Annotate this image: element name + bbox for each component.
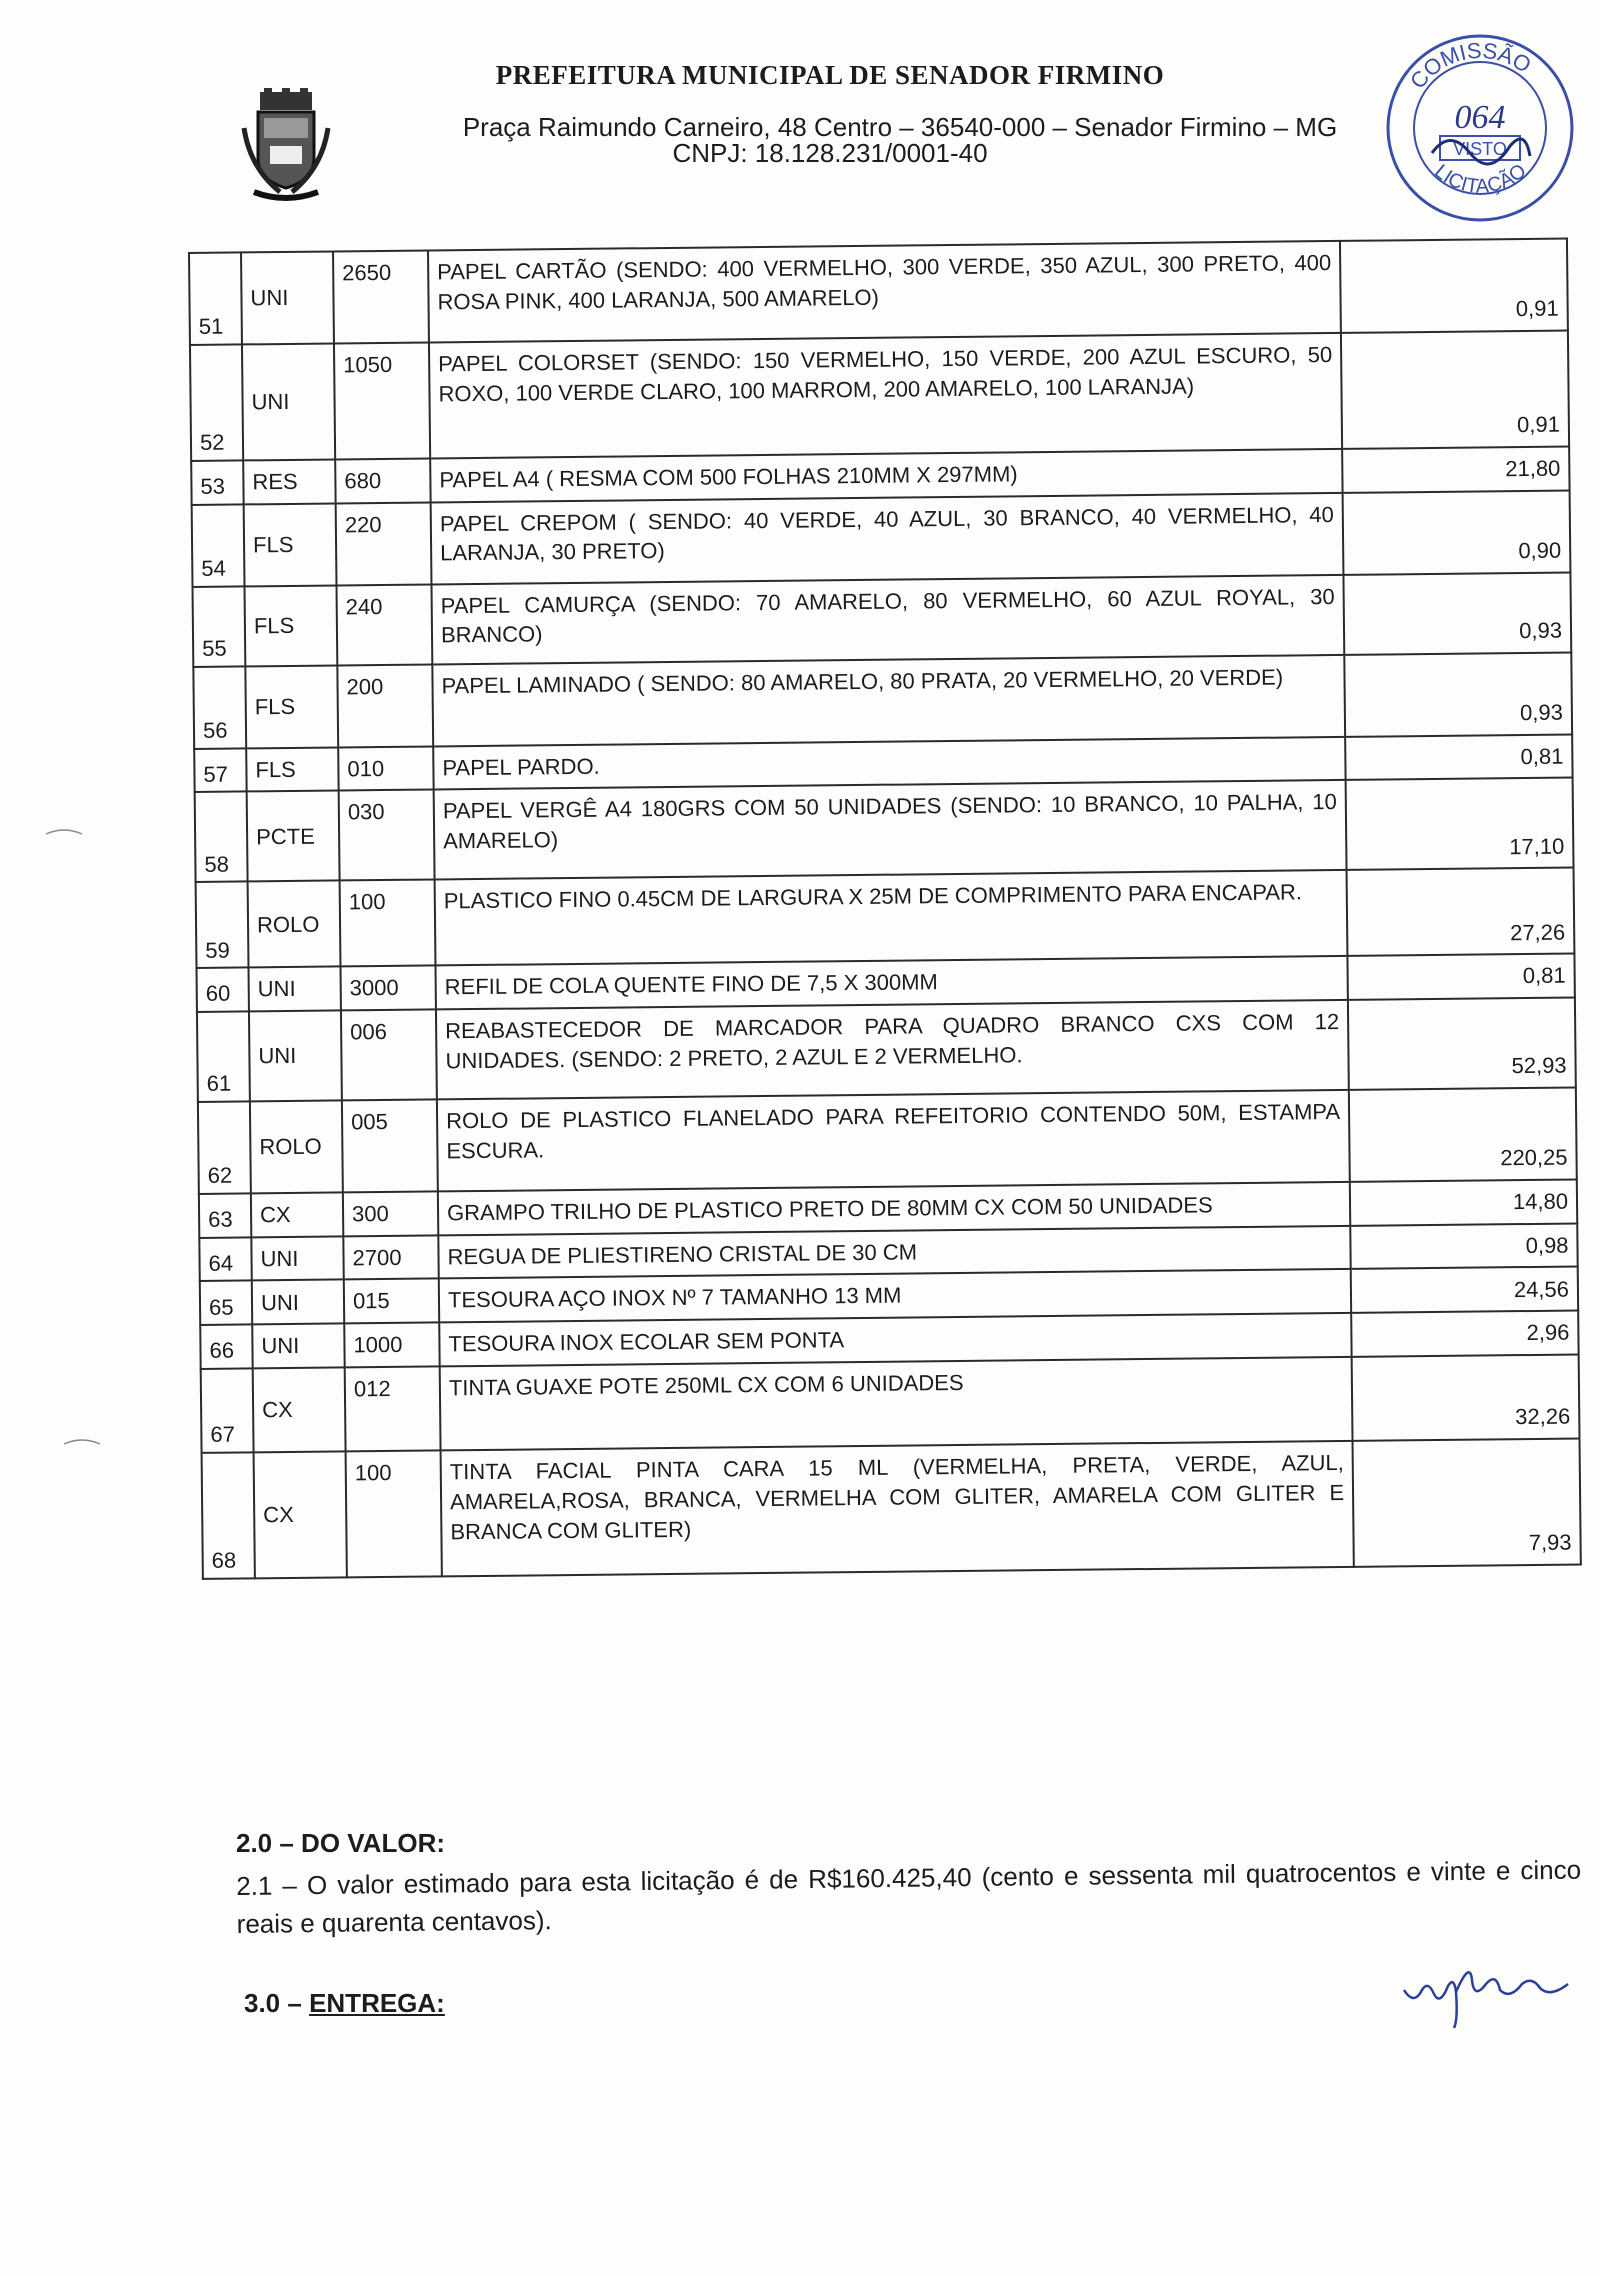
- cell-unit: RES: [243, 459, 335, 504]
- cell-quantity: 2700: [343, 1235, 438, 1280]
- cell-unit: CX: [254, 1452, 347, 1579]
- cell-unit: UNI: [251, 1236, 343, 1281]
- cell-item-number: 59: [196, 882, 249, 969]
- cell-item-number: 58: [195, 792, 248, 883]
- cell-quantity: 300: [343, 1191, 438, 1236]
- coat-of-arms-icon: [240, 88, 332, 203]
- cell-unit: UNI: [248, 967, 340, 1012]
- cell-item-number: 54: [192, 504, 245, 587]
- cell-item-number: 67: [201, 1369, 254, 1454]
- cell-quantity: 010: [338, 746, 433, 791]
- cell-quantity: 100: [340, 880, 436, 967]
- cell-unit-price: 52,93: [1348, 998, 1576, 1090]
- cell-unit: FLS: [246, 747, 338, 792]
- cell-quantity: 2650: [333, 250, 429, 343]
- cell-item-number: 62: [198, 1101, 251, 1194]
- cell-quantity: 1050: [334, 342, 430, 459]
- cell-description: PAPEL PARDO.: [433, 737, 1345, 790]
- cell-item-number: 64: [199, 1237, 251, 1281]
- cell-quantity: 220: [336, 502, 432, 585]
- cell-quantity: 030: [339, 790, 435, 881]
- table-row: [201, 1355, 1580, 1453]
- cell-quantity: 005: [342, 1100, 438, 1193]
- cell-unit: FLS: [245, 665, 338, 748]
- cell-unit-price: 0,98: [1350, 1223, 1577, 1269]
- cell-unit-price: 0,81: [1345, 734, 1572, 780]
- cell-description: PAPEL CREPOM ( SENDO: 40 VERDE, 40 AZUL, 30 BRANCO, 40 VERMELHO, 40 LARANJA, 30 PRETO): [431, 493, 1344, 585]
- cell-item-number: 65: [200, 1281, 252, 1326]
- section-delivery-title: ENTREGA:: [309, 1988, 445, 2018]
- cell-unit-price: 7,93: [1353, 1439, 1581, 1567]
- cell-unit: PCTE: [247, 791, 340, 882]
- cell-unit-price: 0,91: [1341, 331, 1569, 449]
- signature-initials: [1400, 1950, 1580, 2030]
- cell-description: PAPEL COLORSET (SENDO: 150 VERMELHO, 150 VERDE, 200 AZUL ESCURO, 50 ROXO, 100 VERDE CLARO, 100 MARROM, 200 AMARELO, 100 LARANJA): [429, 333, 1342, 459]
- cell-quantity: 200: [337, 664, 433, 747]
- cell-unit-price: 0,90: [1343, 490, 1571, 574]
- cell-unit: ROLO: [248, 881, 341, 968]
- cell-unit: CX: [251, 1192, 343, 1237]
- table-row: [195, 778, 1574, 882]
- cell-quantity: 680: [335, 458, 430, 503]
- cell-unit: ROLO: [250, 1100, 343, 1193]
- cell-unit: UNI: [252, 1324, 344, 1369]
- table-row: [193, 652, 1572, 748]
- cell-quantity: 240: [336, 584, 432, 665]
- cell-description: PLASTICO FINO 0.45CM DE LARGURA X 25M DE COMPRIMENTO PARA ENCAPAR.: [435, 870, 1348, 966]
- cell-unit-price: 0,91: [1340, 239, 1568, 333]
- stamp-visto: VISTO: [1453, 139, 1507, 159]
- stamp-number: 064: [1454, 99, 1506, 136]
- cell-quantity: 015: [344, 1279, 439, 1324]
- cell-description: PAPEL VERGÊ A4 180GRS COM 50 UNIDADES (SENDO: 10 BRANCO, 10 PALHA, 10 AMARELO): [434, 780, 1347, 880]
- table-row: [190, 331, 1569, 461]
- cell-unit-price: 0,81: [1347, 954, 1574, 1000]
- cell-unit-price: 21,80: [1342, 447, 1569, 493]
- cell-description: TINTA FACIAL PINTA CARA 15 ML (VERMELHA, PRETA, VERDE, AZUL, AMARELA,ROSA, BRANCA, VERMELHA COM GLITER, AMARELA COM GLITER E BRANCA COM GLITER): [441, 1441, 1354, 1577]
- table-row: [202, 1439, 1581, 1579]
- cell-item-number: 61: [197, 1011, 250, 1102]
- cell-unit-price: 24,56: [1351, 1267, 1578, 1313]
- cell-description: PAPEL CARTÃO (SENDO: 400 VERMELHO, 300 VERDE, 350 AZUL, 300 PRETO, 400 ROSA PINK, 400 LARANJA, 500 AMARELO): [428, 241, 1341, 343]
- cell-unit: UNI: [249, 1011, 342, 1102]
- stamp-bottom-text: LICITAÇÃO: [1430, 159, 1531, 198]
- cell-item-number: 66: [200, 1325, 252, 1369]
- cell-description: REFIL DE COLA QUENTE FINO DE 7,5 X 300MM: [435, 956, 1347, 1009]
- cell-item-number: 51: [189, 252, 242, 345]
- cell-unit: CX: [253, 1368, 346, 1453]
- cell-unit-price: 0,93: [1343, 572, 1571, 654]
- section-value-paragraph: 2.1 – O valor estimado para esta licitação é de R$160.425,40 (cento e sessenta mil quatrocentos e vinte e cinco reais e quarenta centavos).: [236, 1854, 1582, 1939]
- cell-item-number: 55: [193, 586, 246, 667]
- items-table-body: [189, 239, 1581, 1579]
- cell-unit-price: 17,10: [1346, 778, 1574, 870]
- cell-unit: UNI: [242, 343, 335, 460]
- cell-quantity: 100: [346, 1451, 442, 1578]
- cell-unit-price: 14,80: [1350, 1180, 1577, 1226]
- cell-unit-price: 32,26: [1352, 1355, 1580, 1441]
- cell-item-number: 52: [190, 344, 243, 461]
- scan-artifact: [62, 1436, 102, 1446]
- header-cnpj: CNPJ: 18.128.231/0001-40: [672, 138, 988, 168]
- cell-item-number: 68: [202, 1453, 255, 1580]
- cell-description: TESOURA AÇO INOX Nº 7 TAMANHO 13 MM: [439, 1269, 1351, 1323]
- table-row: [189, 239, 1568, 345]
- header-title: PREFEITURA MUNICIPAL DE SENADOR FIRMINO: [495, 60, 1165, 90]
- table-row: [196, 868, 1575, 968]
- table-row: [197, 998, 1576, 1102]
- header-address: Praça Raimundo Carneiro, 48 Centro – 36540-000 – Senador Firmino – MG: [462, 112, 1338, 142]
- cell-item-number: 53: [191, 460, 243, 504]
- cell-quantity: 012: [345, 1367, 441, 1452]
- cell-item-number: 57: [194, 748, 246, 792]
- commission-stamp: [1380, 28, 1580, 228]
- cell-unit: FLS: [244, 503, 337, 586]
- cell-description: GRAMPO TRILHO DE PLASTICO PRETO DE 80MM CX COM 50 UNIDADES: [438, 1182, 1350, 1235]
- cell-unit: FLS: [245, 585, 338, 666]
- cell-unit-price: 220,25: [1349, 1088, 1577, 1182]
- section-value-heading: 2.0 – DO VALOR:: [236, 1828, 446, 1858]
- items-table: [188, 238, 1582, 1581]
- svg-text:COMISSÃO: [1405, 38, 1536, 94]
- section-delivery-heading: [244, 1988, 445, 2019]
- cell-unit-price: 27,26: [1347, 868, 1575, 956]
- cell-description: PAPEL A4 ( RESMA COM 500 FOLHAS 210MM X 297MM): [430, 449, 1342, 502]
- cell-description: PAPEL LAMINADO ( SENDO: 80 AMARELO, 80 PRATA, 20 VERMELHO, 20 VERDE): [432, 655, 1345, 747]
- section-delivery-number: 3.0 –: [244, 1988, 302, 2018]
- scan-artifact: [44, 826, 84, 836]
- cell-quantity: 3000: [340, 966, 435, 1011]
- cell-description: TESOURA INOX ECOLAR SEM PONTA: [439, 1313, 1351, 1366]
- cell-description: ROLO DE PLASTICO FLANELADO PARA REFEITORIO CONTENDO 50M, ESTAMPA ESCURA.: [437, 1090, 1350, 1192]
- cell-description: REABASTECEDOR DE MARCADOR PARA QUADRO BRANCO CXS COM 12 UNIDADES. (SENDO: 2 PRETO, 2 AZUL E 2 VERMELHO.: [436, 1000, 1349, 1100]
- cell-description: PAPEL CAMURÇA (SENDO: 70 AMARELO, 80 VERMELHO, 60 AZUL ROYAL, 30 BRANCO): [431, 575, 1344, 665]
- cell-description: REGUA DE PLIESTIRENO CRISTAL DE 30 CM: [438, 1226, 1350, 1279]
- items-table-wrapper: [188, 238, 1580, 1580]
- cell-item-number: 60: [197, 968, 249, 1012]
- table-row: [193, 572, 1572, 666]
- cell-item-number: 56: [193, 666, 246, 749]
- stamp-top-text: COMISSÃO: [1404, 37, 1536, 94]
- cell-item-number: 63: [199, 1193, 251, 1237]
- cell-quantity: 1000: [344, 1323, 439, 1368]
- cell-unit-price: 0,93: [1344, 652, 1572, 736]
- table-row: [192, 490, 1571, 586]
- cell-quantity: 006: [341, 1010, 437, 1101]
- table-row: [198, 1088, 1577, 1194]
- cell-description: TINTA GUAXE POTE 250ML CX COM 6 UNIDADES: [440, 1357, 1353, 1451]
- cell-unit-price: 2,96: [1351, 1311, 1578, 1357]
- cell-unit: UNI: [241, 251, 334, 344]
- document-header: [0, 0, 1600, 240]
- cell-unit: UNI: [252, 1280, 344, 1325]
- svg-text:LICITAÇÃO: [1430, 160, 1531, 198]
